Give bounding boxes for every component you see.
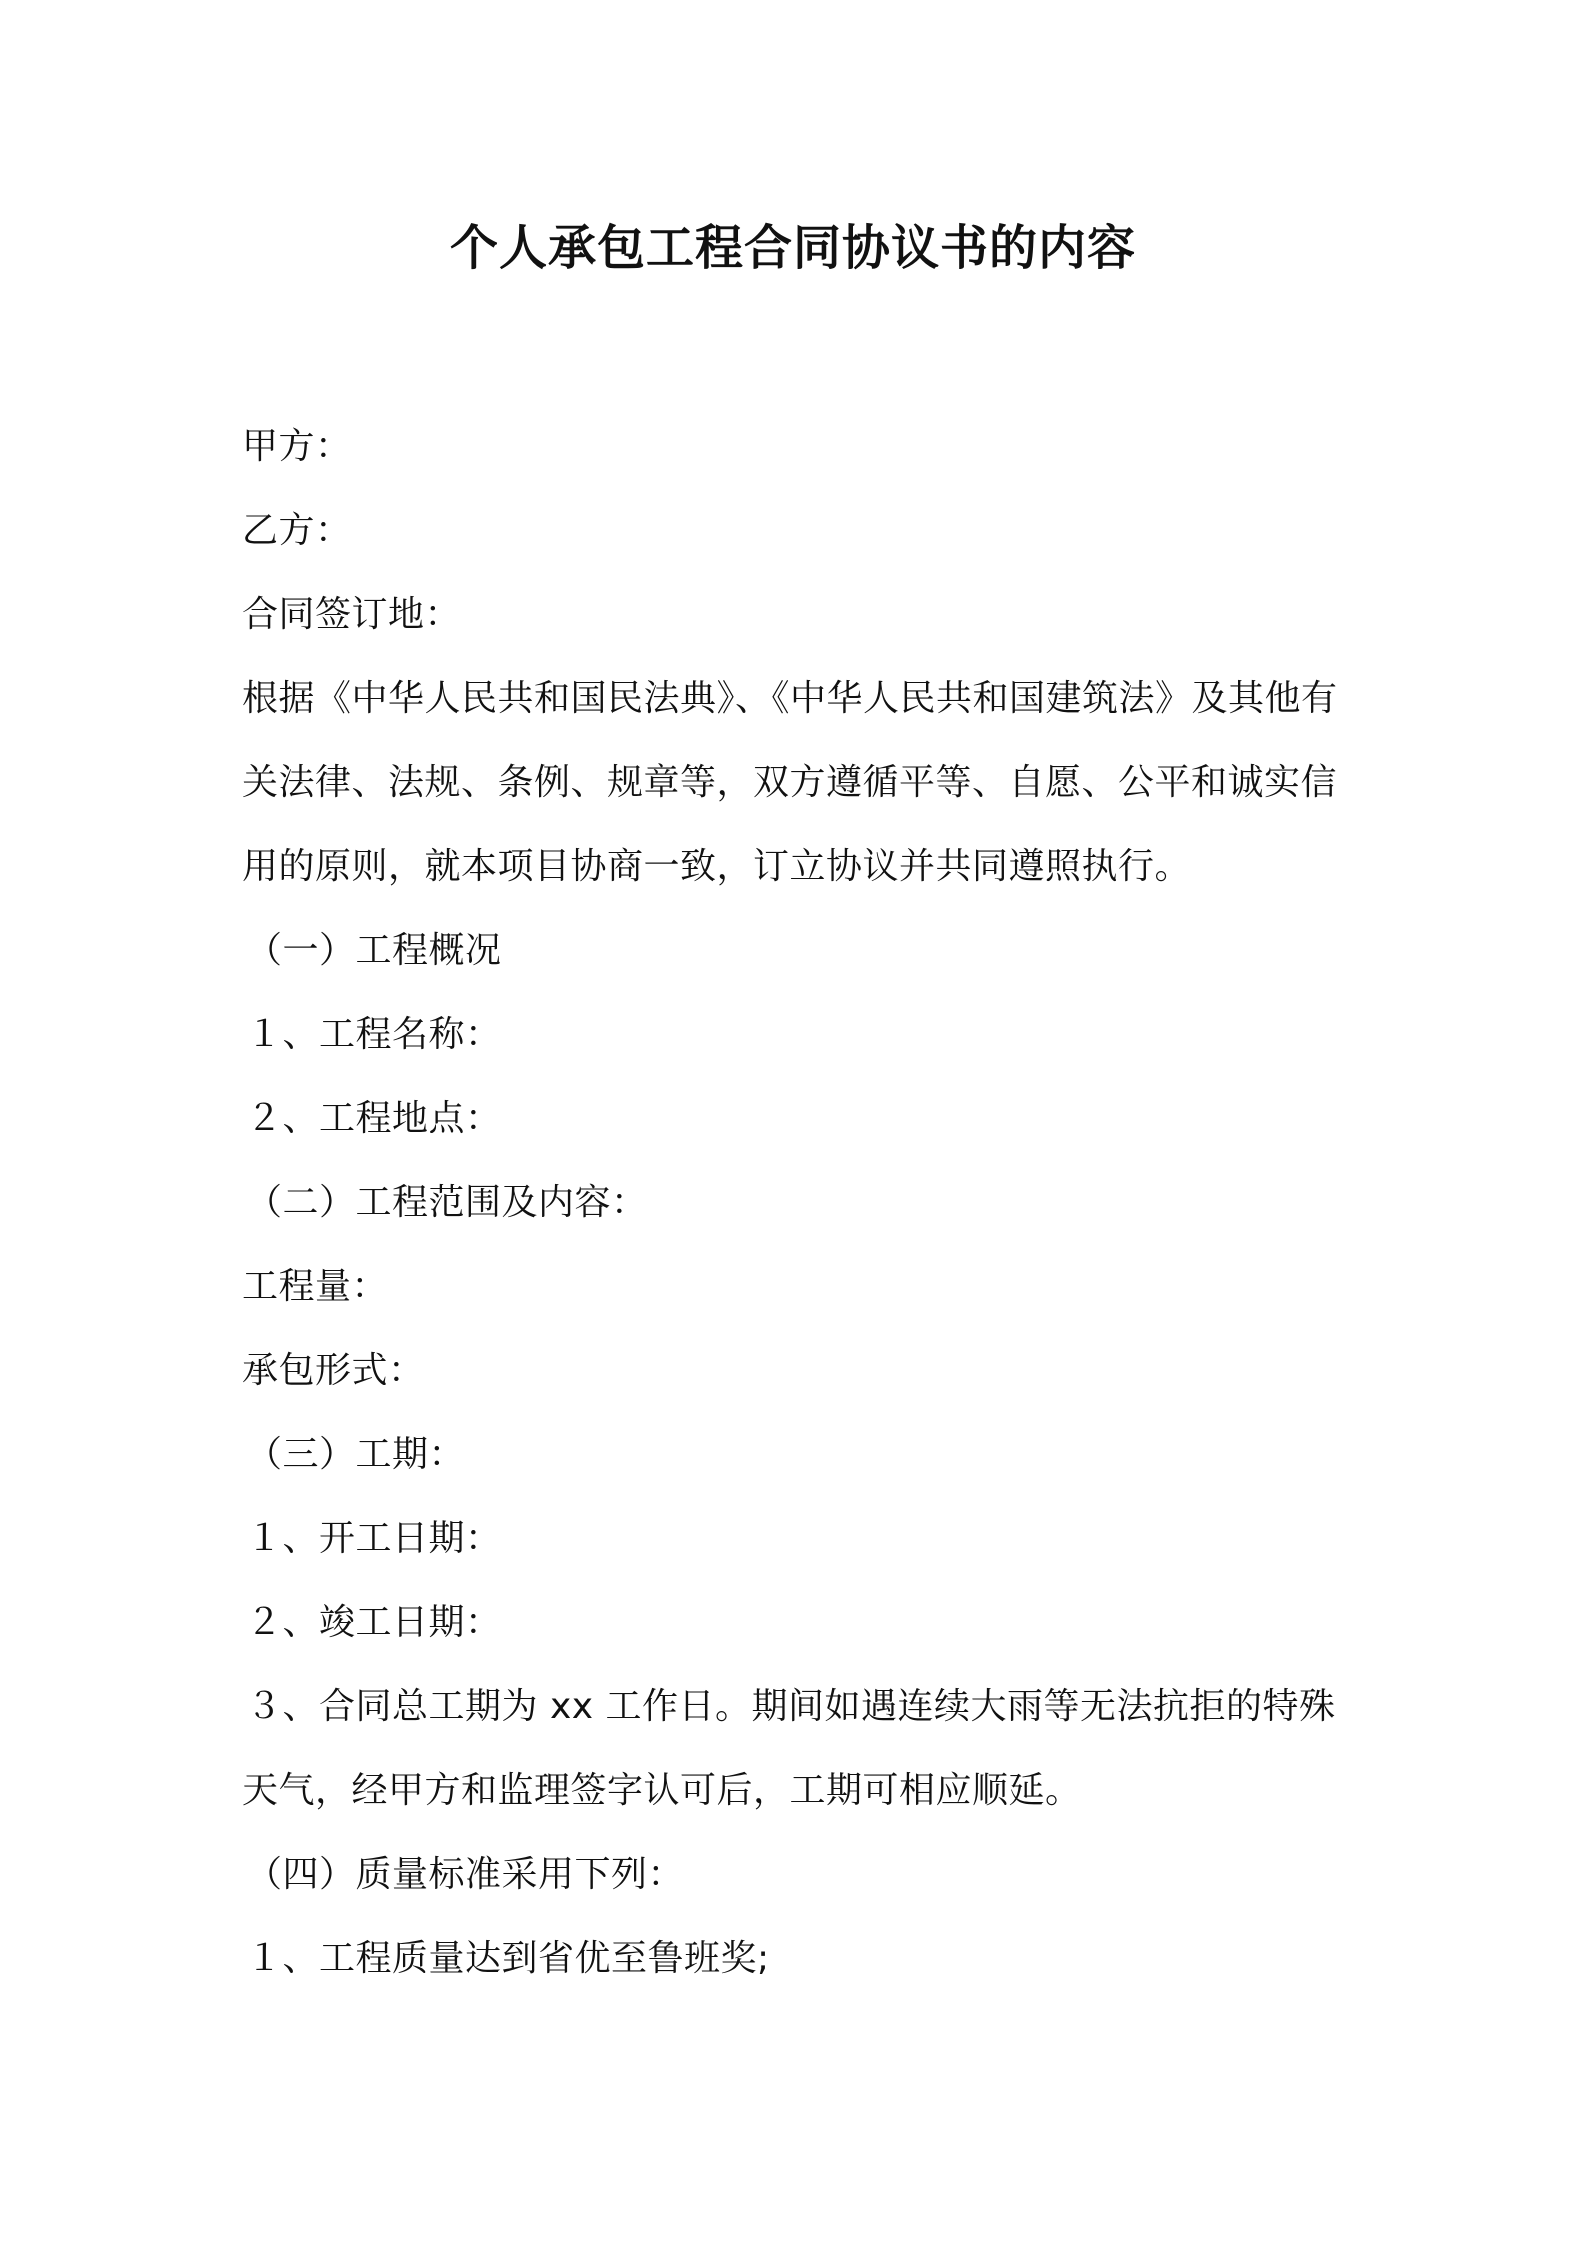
preamble-line-2: 关法律、法规、条例、规章等，双方遵循平等、自愿、公平和诚实信 bbox=[242, 762, 1338, 803]
project-location-line: ２、工程地点： bbox=[246, 1098, 502, 1139]
document-body bbox=[242, 405, 1362, 2001]
section-2-heading: （二）工程范围及内容： bbox=[246, 1182, 648, 1223]
preamble-line-3: 用的原则，就本项目协商一致，订立协议并共同遵照执行。 bbox=[242, 846, 1192, 887]
project-name-line: １、工程名称： bbox=[246, 1014, 502, 1055]
contract-form-line: 承包形式： bbox=[242, 1350, 425, 1391]
section-3-heading: （三）工期： bbox=[246, 1434, 466, 1475]
quality-standard-line: １、工程质量达到省优至鲁班奖; bbox=[246, 1938, 770, 1979]
completion-date-line: ２、竣工日期： bbox=[246, 1602, 502, 1643]
party-a-line: 甲方： bbox=[242, 426, 352, 467]
start-date-line: １、开工日期： bbox=[246, 1518, 502, 1559]
preamble-line-1: 根据《中华人民共和国民法典》、《中华人民共和国建筑法》及其他有 bbox=[242, 678, 1338, 719]
signing-place-line: 合同签订地： bbox=[242, 594, 462, 635]
quantity-line: 工程量： bbox=[242, 1266, 389, 1307]
section-1-heading: （一）工程概况 bbox=[246, 930, 502, 971]
party-b-line: 乙方： bbox=[242, 510, 352, 551]
duration-line-1: ３、合同总工期为 xx 工作日。期间如遇连续大雨等无法抗拒的特殊 bbox=[246, 1686, 1336, 1727]
section-4-heading: （四）质量标准采用下列： bbox=[246, 1854, 685, 1895]
duration-line-2: 天气，经甲方和监理签字认可后，工期可相应顺延。 bbox=[242, 1770, 1082, 1811]
document-title: 个人承包工程合同协议书的内容 bbox=[449, 220, 1136, 276]
